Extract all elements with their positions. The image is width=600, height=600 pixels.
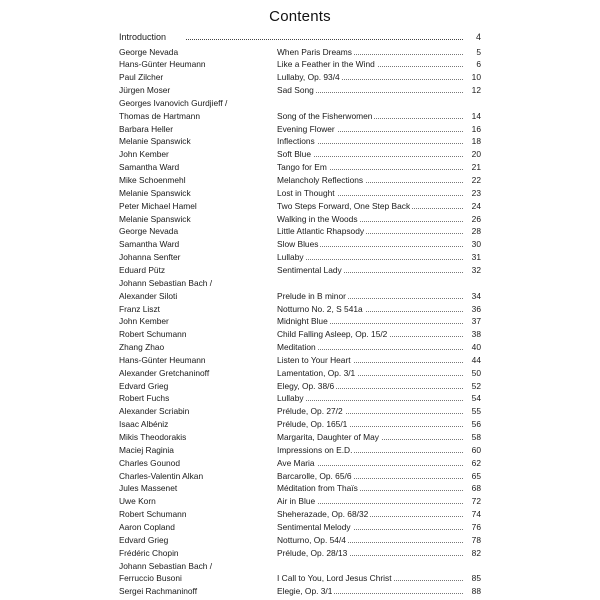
composer-name xyxy=(119,482,269,495)
page-title: Contents xyxy=(269,8,331,25)
composer-name xyxy=(119,46,269,59)
piece-title xyxy=(277,380,463,393)
composer-name-line: Charles-Valentin Alkan xyxy=(119,470,204,481)
composer-name-line: Mikis Theodorakis xyxy=(119,432,187,442)
toc-entry xyxy=(119,547,481,560)
piece-title xyxy=(277,187,463,200)
composer-name-line: John Kember xyxy=(119,149,169,160)
piece-title-text: Sad Song xyxy=(277,85,314,96)
toc-entry xyxy=(119,264,481,277)
introduction-page-number: 4 xyxy=(475,32,481,42)
toc-entry xyxy=(119,213,481,226)
toc-entry xyxy=(119,508,481,521)
page-number: 62 xyxy=(471,457,481,468)
piece-title xyxy=(277,123,463,136)
composer-name xyxy=(119,354,269,367)
piece-title xyxy=(277,457,463,470)
composer-name-line: Jürgen Moser xyxy=(119,85,171,96)
composer-name xyxy=(119,521,269,534)
page-number: 72 xyxy=(471,496,481,507)
composer-name-line: Melanie Spanswick xyxy=(119,213,191,224)
piece-title-text: Two Steps Forward, One Step Back xyxy=(277,200,411,211)
page-number: 16 xyxy=(471,123,481,134)
piece-title xyxy=(277,572,463,585)
piece-title-text: Air in Blue xyxy=(277,496,316,507)
piece-title-text: Melancholy Reflections xyxy=(277,175,364,185)
piece-title xyxy=(277,238,463,251)
toc-entry xyxy=(119,200,481,213)
piece-title-text: Barcarolle, Op. 65/6 xyxy=(277,470,352,481)
page-number: 14 xyxy=(471,110,481,121)
page-number: 82 xyxy=(471,547,481,558)
piece-title-text: Sentimental Lady xyxy=(277,264,342,275)
piece-title-text: Elegy, Op. 38/6 xyxy=(277,380,335,391)
piece-title xyxy=(277,328,463,341)
composer-name xyxy=(119,444,269,457)
piece-title xyxy=(277,264,463,277)
composer-name xyxy=(119,585,269,598)
composer-name xyxy=(119,264,269,277)
toc-entry xyxy=(119,380,481,393)
page-number: 5 xyxy=(476,46,481,57)
composer-name-line: Frédéric Chopin xyxy=(119,547,179,558)
page-number: 12 xyxy=(471,85,481,96)
piece-title-text: Like a Feather in the Wind xyxy=(277,59,375,70)
composer-name-line: Melanie Spanswick xyxy=(119,187,191,198)
composer-name xyxy=(119,303,269,316)
composer-name xyxy=(119,508,269,521)
toc-entry xyxy=(119,187,481,200)
toc-entry xyxy=(119,238,481,251)
composer-name xyxy=(119,560,269,586)
piece-title xyxy=(277,200,463,213)
piece-title-text: I Call to You, Lord Jesus Christ xyxy=(277,573,392,584)
toc-entry xyxy=(119,225,481,238)
piece-title xyxy=(277,354,463,367)
page-number: 22 xyxy=(471,175,481,185)
composer-name-line: Barbara Heller xyxy=(119,123,173,134)
composer-name xyxy=(119,213,269,226)
composer-name-line: Uwe Korn xyxy=(119,496,156,507)
page-number: 10 xyxy=(471,72,481,83)
piece-title-text: Listen to Your Heart xyxy=(277,354,351,365)
toc-entry xyxy=(119,405,481,418)
composer-name-line: Melanie Spanswick xyxy=(119,136,191,147)
piece-title xyxy=(277,290,463,303)
piece-title-text: Soft Blue xyxy=(277,149,311,160)
page-number: 65 xyxy=(471,470,481,481)
toc-entry xyxy=(119,46,481,59)
composer-name-line: Robert Fuchs xyxy=(119,393,170,404)
composer-name-line: George Nevada xyxy=(119,226,179,237)
piece-title xyxy=(277,225,463,238)
composer-name-line: Peter Michael Hamel xyxy=(119,200,197,211)
composer-name-line: Mike Schoenmehl xyxy=(119,175,186,185)
piece-title xyxy=(277,84,463,97)
composer-name-line: Thomas de Hartmann xyxy=(119,110,200,121)
piece-title-text: Meditation xyxy=(277,342,316,353)
page-number: 50 xyxy=(471,367,481,378)
toc-entry xyxy=(119,97,481,123)
piece-title xyxy=(277,341,463,354)
composer-name xyxy=(119,315,269,328)
composer-name-line: Jules Massenet xyxy=(119,483,178,494)
toc-entry xyxy=(119,482,481,495)
toc-entry xyxy=(119,328,481,341)
composer-name xyxy=(119,97,269,123)
page-number: 55 xyxy=(471,406,481,417)
piece-title-text: Ave Maria xyxy=(277,457,315,468)
toc-entry xyxy=(119,341,481,354)
composer-name-line: Samantha Ward xyxy=(119,162,180,173)
composer-name-line: Alexander Siloti xyxy=(119,290,178,301)
toc-entry xyxy=(119,367,481,380)
composer-name xyxy=(119,380,269,393)
piece-title xyxy=(277,392,463,405)
page-number: 36 xyxy=(471,303,481,314)
composer-name xyxy=(119,187,269,200)
piece-title-text: Notturno No. 2, S 541a xyxy=(277,303,363,314)
composer-name-line: Johann Sebastian Bach / xyxy=(119,560,213,571)
piece-title-text: Elegie, Op. 3/1 xyxy=(277,586,333,597)
toc-entry xyxy=(119,161,481,174)
composer-name xyxy=(119,200,269,213)
page-number: 56 xyxy=(471,419,481,430)
toc-entry xyxy=(119,135,481,148)
piece-title-text: Notturno, Op. 54/4 xyxy=(277,534,346,545)
composer-name xyxy=(119,225,269,238)
composer-name-line: Johanna Senfter xyxy=(119,252,181,263)
composer-name xyxy=(119,71,269,84)
piece-title xyxy=(277,58,463,71)
piece-title xyxy=(277,46,463,59)
page-number: 40 xyxy=(471,342,481,353)
page-number: 21 xyxy=(471,162,481,173)
page-number: 88 xyxy=(471,586,481,597)
toc-entry xyxy=(119,148,481,161)
toc-entry xyxy=(119,521,481,534)
piece-title-text: Inflections xyxy=(277,136,315,147)
piece-title xyxy=(277,508,463,521)
piece-title xyxy=(277,251,463,264)
composer-name-line: Edvard Grieg xyxy=(119,380,169,391)
composer-name-line: Alexander Scriabin xyxy=(119,406,190,417)
toc-entry xyxy=(119,470,481,483)
composer-name-line: Isaac Albéniz xyxy=(119,419,169,430)
piece-title-text: Lamentation, Op. 3/1 xyxy=(277,367,356,378)
composer-name xyxy=(119,341,269,354)
piece-title-text: Midnight Blue xyxy=(277,316,328,327)
piece-title xyxy=(277,547,463,560)
piece-title xyxy=(277,303,463,316)
piece-title-text: Little Atlantic Rhapsody xyxy=(277,226,365,237)
piece-title xyxy=(277,470,463,483)
piece-title-text: Slow Blues xyxy=(277,239,319,250)
toc-entry xyxy=(119,392,481,405)
piece-title-text: Prélude, Op. 165/1 xyxy=(277,419,348,430)
composer-name xyxy=(119,161,269,174)
page-number: 34 xyxy=(471,290,481,301)
composer-name-line: Robert Schumann xyxy=(119,509,187,520)
piece-title xyxy=(277,521,463,534)
composer-name xyxy=(119,174,269,187)
toc-entry xyxy=(119,123,481,136)
composer-name-line: John Kember xyxy=(119,316,169,327)
composer-name xyxy=(119,135,269,148)
page-number: 31 xyxy=(471,252,481,263)
composer-name-line: Aaron Copland xyxy=(119,521,175,532)
page-number: 6 xyxy=(476,59,481,70)
composer-name xyxy=(119,405,269,418)
piece-title xyxy=(277,418,463,431)
piece-title xyxy=(277,148,463,161)
page-number: 30 xyxy=(471,239,481,250)
toc-entry xyxy=(119,560,481,586)
piece-title xyxy=(277,431,463,444)
composer-name-line: Edvard Grieg xyxy=(119,534,169,545)
composer-name xyxy=(119,123,269,136)
page-number: 32 xyxy=(471,264,481,275)
composer-name xyxy=(119,418,269,431)
piece-title-text: Prélude, Op. 27/2 xyxy=(277,406,343,417)
composer-name xyxy=(119,457,269,470)
toc-entry xyxy=(119,457,481,470)
piece-title-text: Margarita, Daughter of May xyxy=(277,432,379,442)
piece-title-text: Walking in the Woods xyxy=(277,213,358,224)
page-number: 18 xyxy=(471,136,481,147)
composer-name xyxy=(119,328,269,341)
piece-title-text: Méditation from Thaïs xyxy=(277,483,358,494)
piece-title xyxy=(277,444,463,457)
composer-name xyxy=(119,84,269,97)
composer-name-line: Alexander Gretchaninoff xyxy=(119,367,210,378)
page-number: 20 xyxy=(471,149,481,160)
composer-name-line: Samantha Ward xyxy=(119,239,180,250)
piece-title xyxy=(277,495,463,508)
toc-entry xyxy=(119,315,481,328)
piece-title-text: Prelude in B minor xyxy=(277,290,346,301)
page-number: 44 xyxy=(471,354,481,365)
composer-name-line: George Nevada xyxy=(119,46,179,57)
toc-entry xyxy=(119,418,481,431)
composer-name-line: Franz Liszt xyxy=(119,303,160,314)
piece-title-text: Song of the Fisherwomen xyxy=(277,110,373,121)
page-number: 58 xyxy=(471,432,481,442)
composer-name-line: Hans-Günter Heumann xyxy=(119,354,206,365)
piece-title-text: Child Falling Asleep, Op. 15/2 xyxy=(277,329,388,340)
page-number: 74 xyxy=(471,509,481,520)
toc-entry xyxy=(119,431,481,444)
piece-title xyxy=(277,110,463,123)
piece-title xyxy=(277,315,463,328)
page-number: 68 xyxy=(471,483,481,494)
piece-title-text: Lullaby xyxy=(277,393,304,404)
page-number: 28 xyxy=(471,226,481,237)
page-number: 24 xyxy=(471,200,481,211)
composer-name-line: Zhang Zhao xyxy=(119,342,165,353)
toc-entry xyxy=(119,534,481,547)
page-number: 37 xyxy=(471,316,481,327)
toc-entry xyxy=(119,277,481,303)
page-number: 38 xyxy=(471,329,481,340)
composer-name-line: Johann Sebastian Bach / xyxy=(119,277,213,288)
piece-title-text: Impressions on E.D. xyxy=(277,444,353,455)
composer-name-line: Ferruccio Busoni xyxy=(119,573,182,584)
composer-name xyxy=(119,277,269,303)
toc-entry xyxy=(119,303,481,316)
composer-name xyxy=(119,547,269,560)
piece-title xyxy=(277,71,463,84)
page-number: 23 xyxy=(471,187,481,198)
piece-title xyxy=(277,161,463,174)
composer-name xyxy=(119,367,269,380)
page-number: 54 xyxy=(471,393,481,404)
composer-name-line: Sergei Rachmaninoff xyxy=(119,586,198,597)
piece-title xyxy=(277,534,463,547)
toc-entry xyxy=(119,84,481,97)
piece-title xyxy=(277,213,463,226)
toc-entry xyxy=(119,58,481,71)
composer-name-line: Charles Gounod xyxy=(119,457,180,468)
piece-title-text: When Paris Dreams xyxy=(277,46,352,57)
piece-title-text: Sheherazade, Op. 68/32 xyxy=(277,509,369,520)
page-number: 78 xyxy=(471,534,481,545)
composer-name xyxy=(119,431,269,444)
piece-title-text: Tango for Em xyxy=(277,162,327,173)
composer-name-line: Georges Ivanovich Gurdjieff / xyxy=(119,97,228,108)
page-number: 85 xyxy=(471,573,481,584)
composer-name-line: Robert Schumann xyxy=(119,329,187,340)
piece-title-text: Lullaby, Op. 93/4 xyxy=(277,72,340,83)
composer-name-line: Eduard Pütz xyxy=(119,264,166,275)
composer-name xyxy=(119,238,269,251)
piece-title-text: Evening Flower xyxy=(277,123,335,134)
page-number: 76 xyxy=(471,521,481,532)
piece-title xyxy=(277,405,463,418)
toc-entry xyxy=(119,354,481,367)
piece-title-text: Lullaby xyxy=(277,252,304,263)
piece-title-text: Lost in Thought xyxy=(277,187,335,198)
composer-name xyxy=(119,470,269,483)
composer-name xyxy=(119,495,269,508)
composer-name-line: Paul Zilcher xyxy=(119,72,164,83)
piece-title xyxy=(277,367,463,380)
piece-title xyxy=(277,135,463,148)
page-number: 60 xyxy=(471,444,481,455)
piece-title-text: Prélude, Op. 28/13 xyxy=(277,547,348,558)
composer-name xyxy=(119,148,269,161)
composer-name-line: Hans-Günter Heumann xyxy=(119,59,206,70)
toc-entry xyxy=(119,251,481,264)
toc-entry xyxy=(119,174,481,187)
introduction-label: Introduction xyxy=(119,32,167,42)
composer-name xyxy=(119,392,269,405)
page-number: 52 xyxy=(471,380,481,391)
page-number: 26 xyxy=(471,213,481,224)
toc-entry xyxy=(119,444,481,457)
toc-entry xyxy=(119,495,481,508)
composer-name xyxy=(119,534,269,547)
piece-title-text: Sentimental Melody xyxy=(277,521,351,532)
toc-entry xyxy=(119,71,481,84)
composer-name xyxy=(119,58,269,71)
piece-title xyxy=(277,482,463,495)
composer-name xyxy=(119,251,269,264)
piece-title xyxy=(277,585,463,598)
toc-entry xyxy=(119,585,481,598)
composer-name-line: Maciej Raginia xyxy=(119,444,174,455)
piece-title xyxy=(277,174,463,187)
